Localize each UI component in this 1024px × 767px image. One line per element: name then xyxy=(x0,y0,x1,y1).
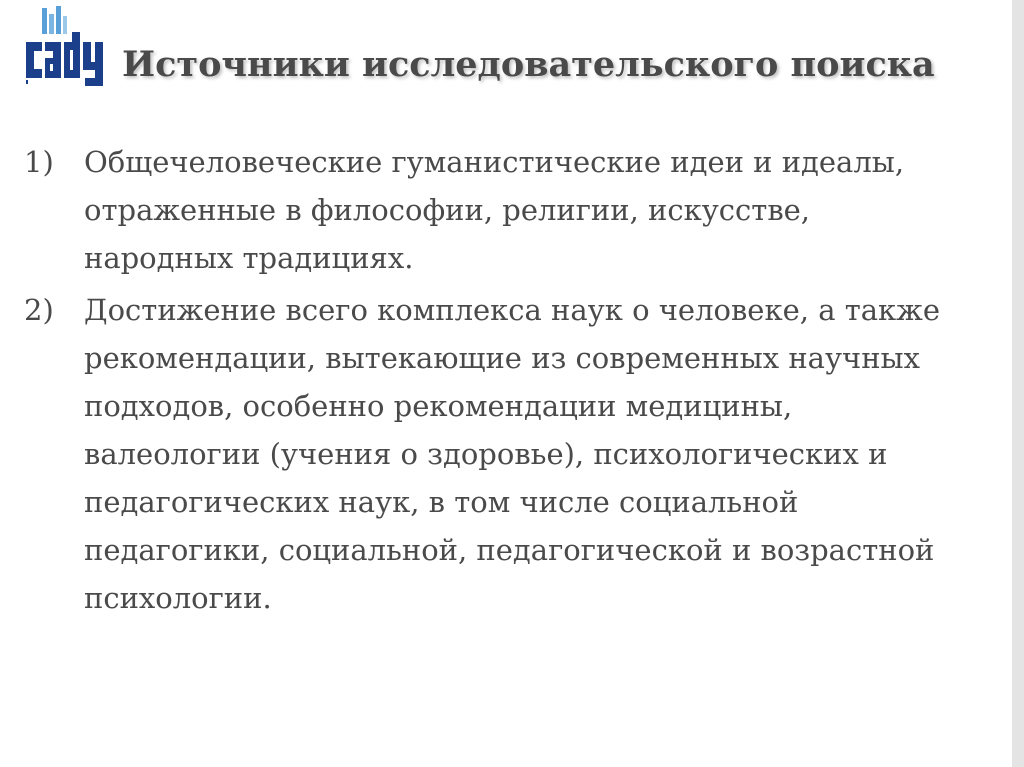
list-item-number: 1) xyxy=(24,145,54,179)
list-item-number: 2) xyxy=(24,293,54,327)
slide-edge xyxy=(1012,0,1024,767)
list-item-text: Общечеловеческие гуманистические идеи и идеалы, отраженные в философии, религии, искусстве, народных традициях. xyxy=(84,145,905,275)
list-item xyxy=(24,138,964,282)
list-item xyxy=(24,286,964,622)
slide-title: Источники исследовательского поиска xyxy=(122,44,935,85)
cady-logo-icon xyxy=(12,4,112,90)
cady-logo xyxy=(12,4,112,90)
numbered-list xyxy=(24,138,964,626)
list-item-text: Достижение всего комплекса наук о человеке, а также рекомендации, вытекающие из современных научных подходов, особенно рекомендации медицины, валеологии (учения о здоровье), психологических и педагогических наук, в том числе социальной педагогики, социальной, педагогической и возрастной психологии. xyxy=(84,293,940,615)
